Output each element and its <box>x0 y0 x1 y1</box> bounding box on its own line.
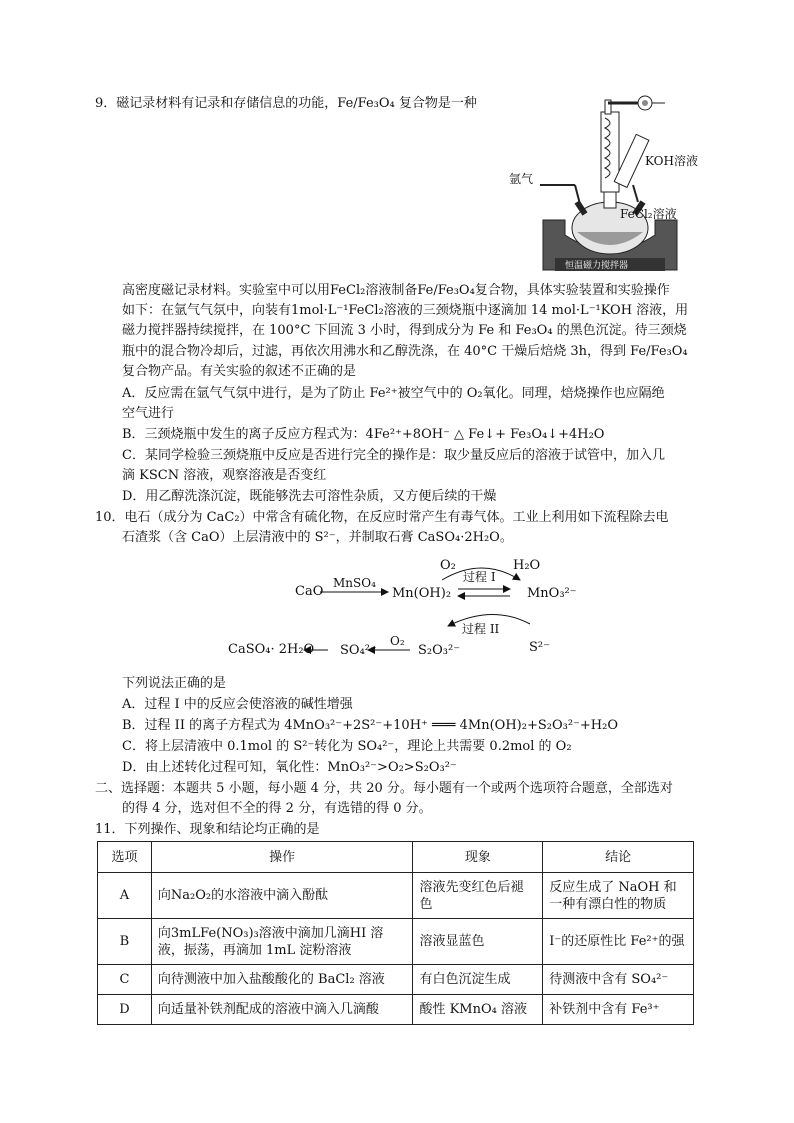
row-option: B <box>98 919 152 965</box>
q9-p2: 如下：在氩气气氛中，向装有1mol·L⁻¹FeCl₂溶液的三颈烧瓶中逐滴加 14 mol·L⁻¹KOH 溶液，用 <box>122 303 689 318</box>
table-row <box>98 919 694 965</box>
row-conclusion: 反应生成了 NaOH 和一种有漂白性的物质 <box>543 873 694 919</box>
q9-option-d: D．用乙醇洗涤沉淀，既能够洗去可溶性杂质，又方便后续的干燥 <box>122 489 497 504</box>
q9-option-c-line1: C．某同学检验三颈烧瓶中反应是否进行完全的操作是：取少量反应后的溶液于试管中，加入几 <box>122 448 665 463</box>
flow-s2o3: S₂O₃²⁻ <box>418 643 461 658</box>
row-operation: 向待测液中加入盐酸酸化的 BaCl₂ 溶液 <box>151 965 413 995</box>
q10-ask: 下列说法正确的是 <box>122 676 227 691</box>
stirrer-label: 恒温磁力搅拌器 <box>565 261 629 271</box>
section2-line2: 的得 4 分，选对但不全的得 2 分，有选错的得 0 分。 <box>122 801 432 816</box>
row-option: D <box>98 995 152 1025</box>
q9-option-c-line2: 滴 KSCN 溶液，观察溶液是否变红 <box>122 468 327 483</box>
table-row <box>98 995 694 1025</box>
flow-mnso4: MnSO₄ <box>333 576 376 590</box>
row-conclusion: 待测液中含有 SO₄²⁻ <box>543 965 694 995</box>
table-row <box>98 965 694 995</box>
q10-line2: 石渣浆（含 CaO）上层清液中的 S²⁻，并制取石膏 CaSO₄·2H₂O。 <box>122 530 513 545</box>
flow-so4: SO₄²⁻ <box>340 643 377 658</box>
row-option: C <box>98 965 152 995</box>
q10-option-d: D．由上述转化过程可知，氧化性：MnO₃²⁻>O₂>S₂O₃²⁻ <box>122 760 457 775</box>
row-conclusion: 补铁剂中含有 Fe³⁺ <box>543 995 694 1025</box>
q9-option-b: B．三颈烧瓶中发生的离子反应方程式为：4Fe²⁺+8OH⁻ △ Fe↓+ Fe₃O₄↓+4H₂O <box>122 427 605 442</box>
row-conclusion: I⁻的还原性比 Fe²⁺的强 <box>543 919 694 965</box>
table-header-row <box>98 842 694 873</box>
flow-cao: CaO <box>295 584 324 599</box>
section2-line1: 二、选择题：本题共 5 小题，每小题 4 分，共 20 分。每小题有一个或两个选项符合题意，全部选对 <box>95 781 673 796</box>
q9-p1: 高密度磁记录材料。实验室中可以用FeCl₂溶液制备Fe/Fe₃O₄复合物，具体实验装置和实验操作 <box>122 283 670 298</box>
row-phenomenon: 溶液先变红色后褪色 <box>413 873 543 919</box>
flow-o2-top: O₂ <box>440 558 456 573</box>
table-row <box>98 873 694 919</box>
flow-mno3: MnO₃²⁻ <box>527 586 577 601</box>
q9-option-a-line2: 空气进行 <box>122 406 175 421</box>
flow-h2o: H₂O <box>513 558 541 573</box>
q10-line1: 10．电石（成分为 CaC₂）中常含有硫化物，在反应时常产生有毒气体。工业上利用如下流程除去电 <box>95 510 669 525</box>
q9-p5: 复合物产品。有关实验的叙述不正确的是 <box>122 364 357 379</box>
table-header-option: 选项 <box>98 842 152 873</box>
row-option: A <box>98 873 152 919</box>
flow-s2: S²⁻ <box>529 640 550 655</box>
row-operation: 向适量补铁剂配成的溶液中滴入几滴酸 <box>151 995 413 1025</box>
fecl2-label: FeCl₂溶液 <box>620 207 677 221</box>
q9-option-a-line1: A．反应需在氩气气氛中进行，是为了防止 Fe²⁺被空气中的 O₂氧化。同理，焙烧操作也应隔绝 <box>122 386 665 401</box>
flow-process-2: 过程 II <box>462 622 500 636</box>
table-header-phenomenon: 现象 <box>413 842 543 873</box>
argon-label: 氩气 <box>509 172 534 186</box>
row-operation: 向Na₂O₂的水溶液中滴入酚酞 <box>151 873 413 919</box>
q11-stem: 11．下列操作、现象和结论均正确的是 <box>95 822 320 837</box>
q9-intro: 9．磁记录材料有记录和存储信息的功能，Fe/Fe₃O₄ 复合物是一种 <box>95 96 477 111</box>
row-phenomenon: 溶液显蓝色 <box>413 919 543 965</box>
q10-option-b: B．过程 II 的离子方程式为 4MnO₃²⁻+2S²⁻+10H⁺ ═══ 4Mn(OH)₂+S₂O₃²⁻+H₂O <box>122 718 618 733</box>
row-phenomenon: 有白色沉淀生成 <box>413 965 543 995</box>
row-operation: 向3mLFe(NO₃)₃溶液中滴加几滴HI 溶液，振荡，再滴加 1mL 淀粉溶液 <box>151 919 413 965</box>
q9-p3: 磁力搅拌器持续搅拌，在 100°C 下回流 3 小时，得到成分为 Fe 和 Fe₃O₄ 的黑色沉淀。待三颈烧 <box>122 323 687 338</box>
flow-process-1: 过程 I <box>463 570 496 584</box>
q10-option-c: C．将上层清液中 0.1mol 的 S²⁻转化为 SO₄²⁻，理论上共需要 0.2mol 的 O₂ <box>122 739 572 754</box>
table-header-conclusion: 结论 <box>543 842 694 873</box>
row-phenomenon: 酸性 KMnO₄ 溶液 <box>413 995 543 1025</box>
q10-option-a: A．过程 I 中的反应会使溶液的碱性增强 <box>122 697 353 712</box>
flow-o2-bottom: O₂ <box>390 634 405 648</box>
q9-p4: 瓶中的混合物冷却后，过滤，再依次用沸水和乙醇洗涤，在 40°C 干燥后焙烧 3h，得到 Fe/Fe₃O₄ <box>122 344 688 359</box>
flow-caso4: CaSO₄· 2H₂O <box>228 642 315 657</box>
table-header-operation: 操作 <box>151 842 413 873</box>
q11-table <box>97 841 694 1025</box>
flow-mnoh2: Mn(OH)₂ <box>392 586 452 601</box>
koh-label: KOH溶液 <box>645 154 698 168</box>
apparatus-figure <box>505 90 705 275</box>
